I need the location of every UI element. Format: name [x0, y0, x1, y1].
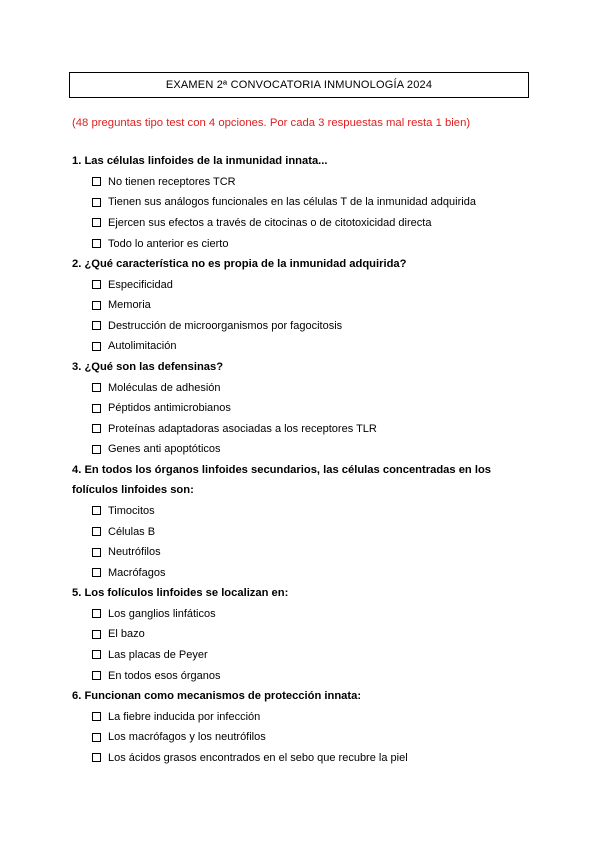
- answer-option-label: Macrófagos: [108, 566, 166, 579]
- answer-option-label: Tienen sus análogos funcionales en las células T de la inmunidad adquirida: [108, 196, 476, 209]
- answer-option[interactable]: [72, 233, 532, 254]
- answer-option[interactable]: [72, 748, 532, 769]
- answer-option[interactable]: [72, 501, 532, 522]
- question-block: [72, 151, 532, 254]
- checkbox-icon[interactable]: [92, 321, 101, 330]
- checkbox-icon[interactable]: [92, 280, 101, 289]
- question-text: 4. En todos los órganos linfoides secundarios, las células concentradas en los: [72, 463, 492, 476]
- checkbox-icon[interactable]: [92, 630, 101, 639]
- question-block: [72, 357, 532, 460]
- answer-option-label: Neutrófilos: [108, 546, 161, 559]
- answer-option[interactable]: [72, 521, 532, 542]
- answer-option-label: El bazo: [108, 628, 145, 641]
- answer-option[interactable]: [72, 645, 532, 666]
- checkbox-icon[interactable]: [92, 198, 101, 207]
- answer-option-label: La fiebre inducida por infección: [108, 710, 261, 723]
- answer-option[interactable]: [72, 377, 532, 398]
- answer-option-label: Péptidos antimicrobianos: [108, 402, 231, 415]
- checkbox-icon[interactable]: [92, 177, 101, 186]
- answer-option-label: No tienen receptores TCR: [108, 175, 236, 188]
- checkbox-icon[interactable]: [92, 239, 101, 248]
- exam-instructions: (48 preguntas tipo test con 4 opciones. Por cada 3 respuestas mal resta 1 bien): [72, 117, 471, 129]
- checkbox-icon[interactable]: [92, 404, 101, 413]
- answer-option-label: Los ganglios linfáticos: [108, 607, 216, 620]
- answer-option[interactable]: [72, 624, 532, 645]
- checkbox-icon[interactable]: [92, 383, 101, 392]
- checkbox-icon[interactable]: [92, 218, 101, 227]
- answer-option-label: En todos esos órganos: [108, 669, 221, 682]
- question-block: [72, 686, 532, 768]
- answer-option[interactable]: [72, 727, 532, 748]
- question-block: [72, 254, 532, 357]
- answer-option[interactable]: [72, 398, 532, 419]
- answer-option-label: Destrucción de microorganismos por fagocitosis: [108, 319, 343, 332]
- answer-option-label: Ejercen sus efectos a través de citocinas o de citotoxicidad directa: [108, 216, 432, 229]
- checkbox-icon[interactable]: [92, 733, 101, 742]
- answer-option[interactable]: [72, 665, 532, 686]
- checkbox-icon[interactable]: [92, 301, 101, 310]
- question-text: 6. Funcionan como mecanismos de protección innata:: [72, 689, 362, 702]
- checkbox-icon[interactable]: [92, 424, 101, 433]
- answer-option-label: Moléculas de adhesión: [108, 381, 221, 394]
- answer-option[interactable]: [72, 542, 532, 563]
- answer-option[interactable]: [72, 418, 532, 439]
- checkbox-icon[interactable]: [92, 527, 101, 536]
- answer-option-label: Genes anti apoptóticos: [108, 443, 221, 456]
- exam-title-box: [69, 72, 529, 98]
- question-block: [72, 583, 532, 686]
- answer-option-label: Los macrófagos y los neutrófilos: [108, 731, 266, 744]
- answer-option[interactable]: [72, 439, 532, 460]
- answer-option-label: Especificidad: [108, 278, 173, 291]
- answer-option-label: Células B: [108, 525, 156, 538]
- question-text: folículos linfoides son:: [72, 484, 194, 497]
- question-text: 3. ¿Qué son las defensinas?: [72, 360, 224, 373]
- checkbox-icon[interactable]: [92, 712, 101, 721]
- answer-option[interactable]: [72, 336, 532, 357]
- question-text: 2. ¿Qué característica no es propia de la inmunidad adquirida?: [72, 257, 407, 270]
- answer-option-label: Todo lo anterior es cierto: [108, 237, 229, 250]
- checkbox-icon[interactable]: [92, 568, 101, 577]
- answer-option-label: Autolimitación: [108, 340, 177, 353]
- checkbox-icon[interactable]: [92, 753, 101, 762]
- question-text: 5. Los folículos linfoides se localizan en:: [72, 587, 289, 599]
- answer-option[interactable]: [72, 604, 532, 625]
- answer-option[interactable]: [72, 172, 532, 193]
- answer-option-label: Las placas de Peyer: [108, 648, 208, 661]
- question-list: [72, 151, 532, 768]
- checkbox-icon[interactable]: [92, 445, 101, 454]
- question-block: [72, 460, 532, 583]
- checkbox-icon[interactable]: [92, 506, 101, 515]
- answer-option-label: Memoria: [108, 299, 151, 312]
- answer-option-label: Proteínas adaptadoras asociadas a los receptores TLR: [108, 422, 377, 435]
- answer-option[interactable]: [72, 316, 532, 337]
- exam-title: EXAMEN 2ª CONVOCATORIA INMUNOLOGÍA 2024: [165, 79, 433, 91]
- answer-option[interactable]: [72, 213, 532, 234]
- answer-option-label: Timocitos: [108, 504, 155, 517]
- answer-option[interactable]: [72, 706, 532, 727]
- answer-option[interactable]: [72, 295, 532, 316]
- checkbox-icon[interactable]: [92, 609, 101, 618]
- checkbox-icon[interactable]: [92, 342, 101, 351]
- checkbox-icon[interactable]: [92, 548, 101, 557]
- question-text: 1. Las células linfoides de la inmunidad innata...: [72, 155, 328, 167]
- answer-option[interactable]: [72, 192, 532, 213]
- answer-option-label: Los ácidos grasos encontrados en el sebo que recubre la piel: [108, 751, 408, 764]
- answer-option[interactable]: [72, 562, 532, 583]
- answer-option[interactable]: [72, 274, 532, 295]
- checkbox-icon[interactable]: [92, 671, 101, 680]
- checkbox-icon[interactable]: [92, 650, 101, 659]
